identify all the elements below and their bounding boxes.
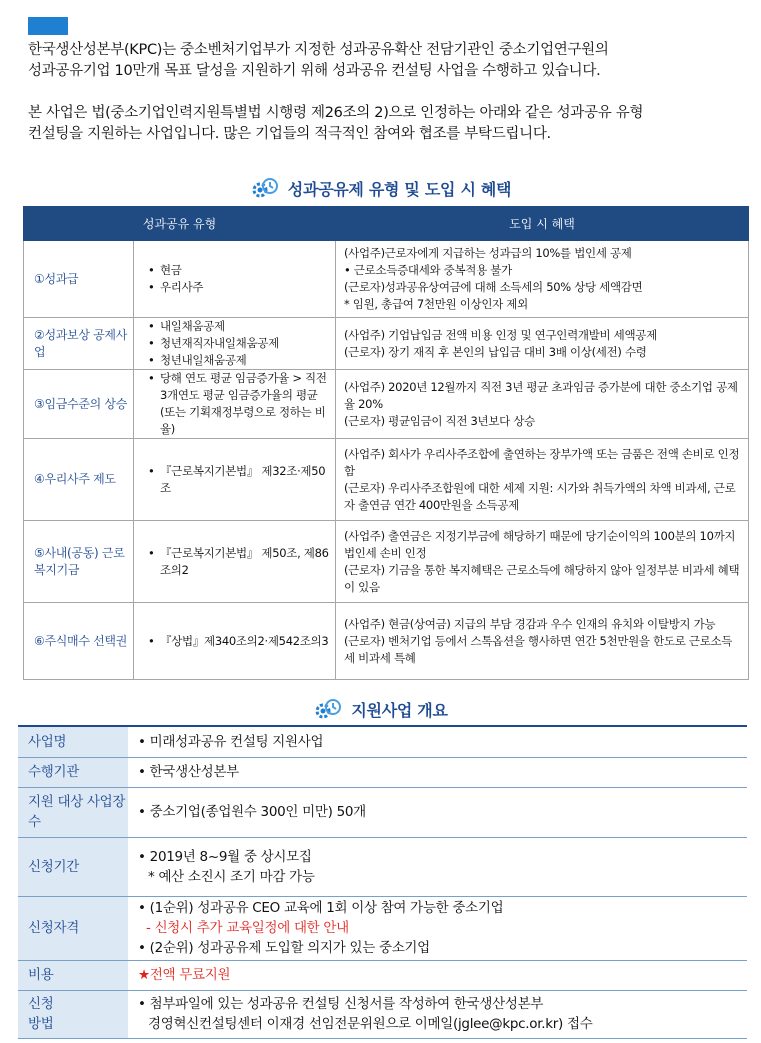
benefit-line: (사업주) 2020년 12월까지 직전 3년 평균 초과임금 증가분에 대한 중소기업 공제율 20% [344, 379, 738, 411]
row-label: 신청 방법 [18, 990, 128, 1038]
overview-row [18, 990, 747, 1038]
benefit-line: (사업주)근로자에게 지급하는 성과급의 10%를 법인세 공제 [344, 246, 632, 260]
benefit-row [24, 370, 749, 439]
benefit-line: (사업주) 출연금은 지정기부금에 해당하기 때문에 당기순이익의 100분의 10까지 법인세 손비 인정 [344, 528, 736, 560]
row-type: ④우리사주 제도 [24, 439, 134, 521]
row-items [134, 603, 336, 680]
list-item: • 『근로복지기본법』 제32조·제50조 [144, 463, 331, 497]
benefit-row [24, 439, 749, 521]
intro-line: 컨설팅을 지원하는 사업입니다. 많은 기업들의 적극적인 참여와 협조를 부탁드립니다. [28, 126, 551, 142]
row-value: • 한국생산성본부 [138, 764, 239, 780]
row-benefit [336, 241, 749, 318]
row-label: 수행기관 [18, 757, 128, 787]
section-title-text: 성과공유제 유형 및 도입 시 혜택 [287, 179, 512, 199]
overview-row [18, 787, 747, 837]
row-items [134, 439, 336, 521]
gear-clock-icon [313, 697, 343, 721]
benefit-line: (근로자) 평균임금이 직전 3년보다 상승 [344, 413, 535, 428]
star-icon: ★ [138, 967, 150, 983]
benefit-row [24, 603, 749, 680]
benefit-line: (사업주) 현금(상여금) 지급의 부담 경감과 우수 인재의 유치와 이탈방지 가능 [344, 616, 716, 631]
list-item: • 청년재직자내일채움공제 [144, 335, 331, 352]
benefits-table [23, 206, 749, 680]
accent-bar [28, 17, 68, 35]
col-header-benefit: 도입 시 혜택 [336, 207, 749, 241]
list-item: • 당해 연도 평균 임금증가율 > 직전 3개연도 평균 임금증가율의 평균(또는 기획재정부령으로 정하는 비율) [144, 370, 331, 438]
row-benefit [336, 370, 749, 439]
intro-text [28, 40, 748, 145]
benefit-line: • 근로소득증대세와 중복적용 불가 [344, 263, 512, 277]
row-value: • 미래성과공유 컨설팅 지원사업 [138, 733, 324, 750]
row-items [134, 370, 336, 439]
benefit-row [24, 521, 749, 603]
row-label: 신청자격 [18, 896, 128, 960]
benefit-line: (사업주) 회사가 우리사주조합에 출연하는 장부가액 또는 금품은 전액 손비로 인정함 [344, 446, 740, 478]
row-type: ⑥주식매수 선택권 [24, 603, 134, 680]
row-label: 비용 [18, 960, 128, 990]
overview-section-title [0, 697, 761, 721]
benefit-line: (근로자) 우리사주조합원에 대한 세제 지원: 시가와 취득가액의 차액 비과세, 근로자 출연금 연간 400만원을 소득공제 [344, 480, 736, 512]
list-item: • 청년내일채움공제 [144, 352, 331, 369]
row-items [134, 318, 336, 370]
benefit-line: (근로자) 장기 재직 후 본인의 납입금 대비 3배 이상(세전) 수령 [344, 344, 647, 359]
overview-row [18, 757, 747, 787]
row-label: 지원 대상 사업장 수 [18, 787, 128, 837]
row-value: • 2019년 8~9월 중 상시모집 * 예산 소진시 조기 마감 가능 [138, 848, 315, 885]
section-title-text: 지원사업 개요 [351, 700, 448, 720]
list-item: • 내일채움공제 [144, 318, 331, 335]
row-type: ⑤사내(공동) 근로복지기금 [24, 521, 134, 603]
overview-row [18, 896, 747, 960]
list-item: • 현금 [144, 262, 331, 279]
row-benefit [336, 318, 749, 370]
row-type: ③임금수준의 상승 [24, 370, 134, 439]
row-label: 사업명 [18, 726, 128, 757]
benefit-line: (근로자) 벤처기업 등에서 스톡옵션을 행사하면 연간 5천만원을 한도로 근로소득세 비과세 특혜 [344, 633, 733, 665]
info-link[interactable]: - 신청시 추가 교육일정에 대한 안내 [146, 920, 349, 936]
row-value: • 첨부파일에 있는 성과공유 컨설팅 신청서를 작성하여 한국생산성본부 경영혁신컨설팅센터 이재경 선임전문위원으로 이메일(jglee@kpc.or.kr) 접수 [138, 996, 593, 1032]
list-item: • 『상법』제340조의2·제542조의3 [144, 633, 331, 650]
intro-line: 본 사업은 법(중소기업인력지원특별법 시행령 제26조의 2)으로 인정하는 아래와 같은 성과공유 유형 [28, 105, 644, 121]
benefit-line: (근로자) 기금을 통한 복지혜택은 근로소득에 해당하지 않아 일정부분 비과세 혜택이 있음 [344, 562, 740, 594]
row-value: • 중소기업(종업원수 300인 미만) 50개 [138, 804, 366, 820]
overview-table [18, 725, 747, 1039]
benefit-row [24, 241, 749, 318]
row-benefit [336, 603, 749, 680]
benefit-row [24, 318, 749, 370]
overview-row [18, 726, 747, 757]
benefits-section-title [0, 176, 761, 200]
row-label: 신청기간 [18, 837, 128, 896]
overview-row [18, 837, 747, 896]
overview-row [18, 960, 747, 990]
col-header-type: 성과공유 유형 [24, 207, 336, 241]
benefit-line: (사업주) 기업납입금 전액 비용 인정 및 연구인력개발비 세액공제 [344, 327, 657, 342]
row-type: ②성과보상 공제사업 [24, 318, 134, 370]
row-items [134, 241, 336, 318]
gear-clock-icon [250, 176, 280, 200]
intro-line: 성과공유기업 10만개 목표 달성을 지원하기 위해 성과공유 컨설팅 사업을 수행하고 있습니다. [28, 63, 601, 79]
row-items [134, 521, 336, 603]
row-benefit [336, 521, 749, 603]
row-type: ①성과급 [24, 241, 134, 318]
list-item: • 『근로복지기본법』 제50조, 제86조의2 [144, 545, 331, 579]
benefit-line: * 임원, 총급여 7천만원 이상인자 제외 [344, 297, 528, 311]
row-value: ★전액 무료지원 [138, 967, 231, 983]
list-item: • 우리사주 [144, 279, 331, 296]
row-value: • (1순위) 성과공유 CEO 교육에 1회 이상 참여 가능한 중소기업 - 신청시 추가 교육일정에 대한 안내 • (2순위) 성과공유제 도입할 의지가 있는 중소기업 [128, 896, 747, 960]
row-benefit [336, 439, 749, 521]
benefit-line: (근로자)성과공유상여금에 대해 소득세의 50% 상당 세액감면 [344, 280, 643, 294]
intro-line: 한국생산성본부(KPC)는 중소벤처기업부가 지정한 성과공유확산 전담기관인 중소기업연구원의 [28, 42, 609, 58]
